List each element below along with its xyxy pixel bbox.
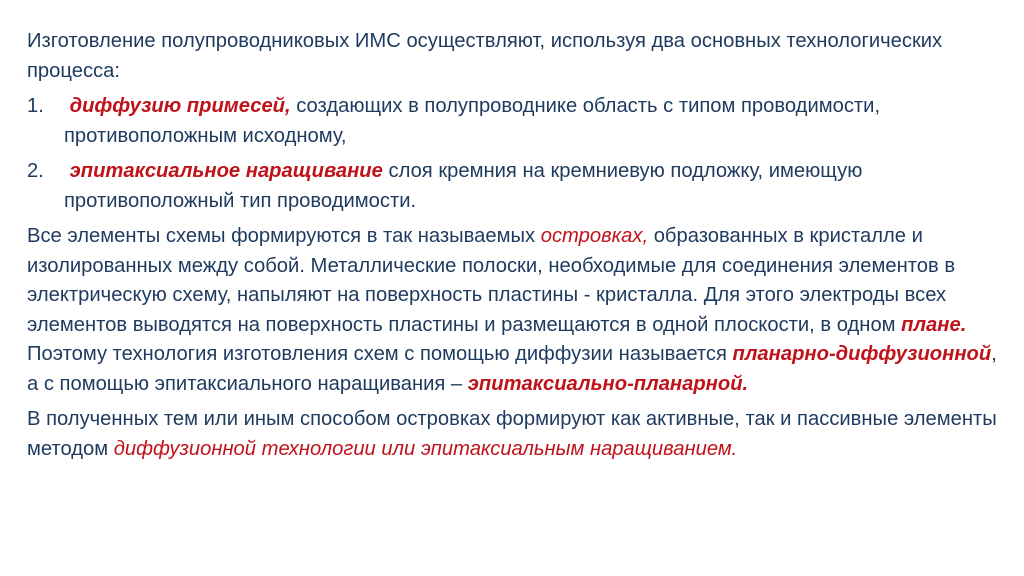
list-number: 2. [27, 160, 44, 182]
term-methods: диффузионной технологии или эпитаксиальным наращиванием. [113, 437, 738, 460]
text-segment: Все элементы схемы формируются в так называемых [27, 225, 536, 247]
paragraph-islands [27, 222, 1004, 399]
list-number: 1. [27, 95, 44, 117]
term-islands: островках, [540, 225, 649, 247]
text-segment: В полученных тем или иным способом островках формируют как активные, так и пассивные элементы методом [27, 408, 997, 460]
list-item-epitaxy [27, 157, 1004, 216]
text-segment: Поэтому технология изготовления схем с помощью диффузии называется [27, 343, 727, 365]
term-plane: плане. [901, 313, 967, 336]
term-epitaxy: эпитаксиальное наращивание [69, 160, 383, 182]
text-segment: образованных в кристалле и изолированных между собой. Металлические полоски, необходимые для соединения элементов в электрическую схему, напыляют на поверхность пластины - кристалла. Для этого электроды всех элементов выводятся на поверхность пластины и размещаются в одной плоскости, в одном [27, 225, 956, 336]
term-epitaxial-planar: эпитаксиально-планарной. [467, 372, 749, 395]
process-list [27, 92, 1004, 216]
term-diffusion: диффузию примесей, [69, 95, 291, 117]
list-item-rest: создающих в полупроводнике область с типом проводимости, противоположным исходному, [64, 95, 881, 147]
list-item-diffusion [27, 92, 1004, 151]
paragraph-methods [27, 405, 1004, 464]
list-item-text [64, 160, 862, 212]
text-segment: , а с помощью эпитаксиального наращивания – [27, 343, 997, 395]
term-planar-diffusion: планарно-диффузионной [732, 343, 992, 365]
list-item-rest: слоя кремния на кремниевую подложку, имеющую противоположный тип проводимости. [64, 160, 863, 212]
intro-text: Изготовление полупроводниковых ИМС осуществляют, используя два основных технологических процесса: [27, 30, 943, 82]
list-item-text [64, 95, 880, 147]
